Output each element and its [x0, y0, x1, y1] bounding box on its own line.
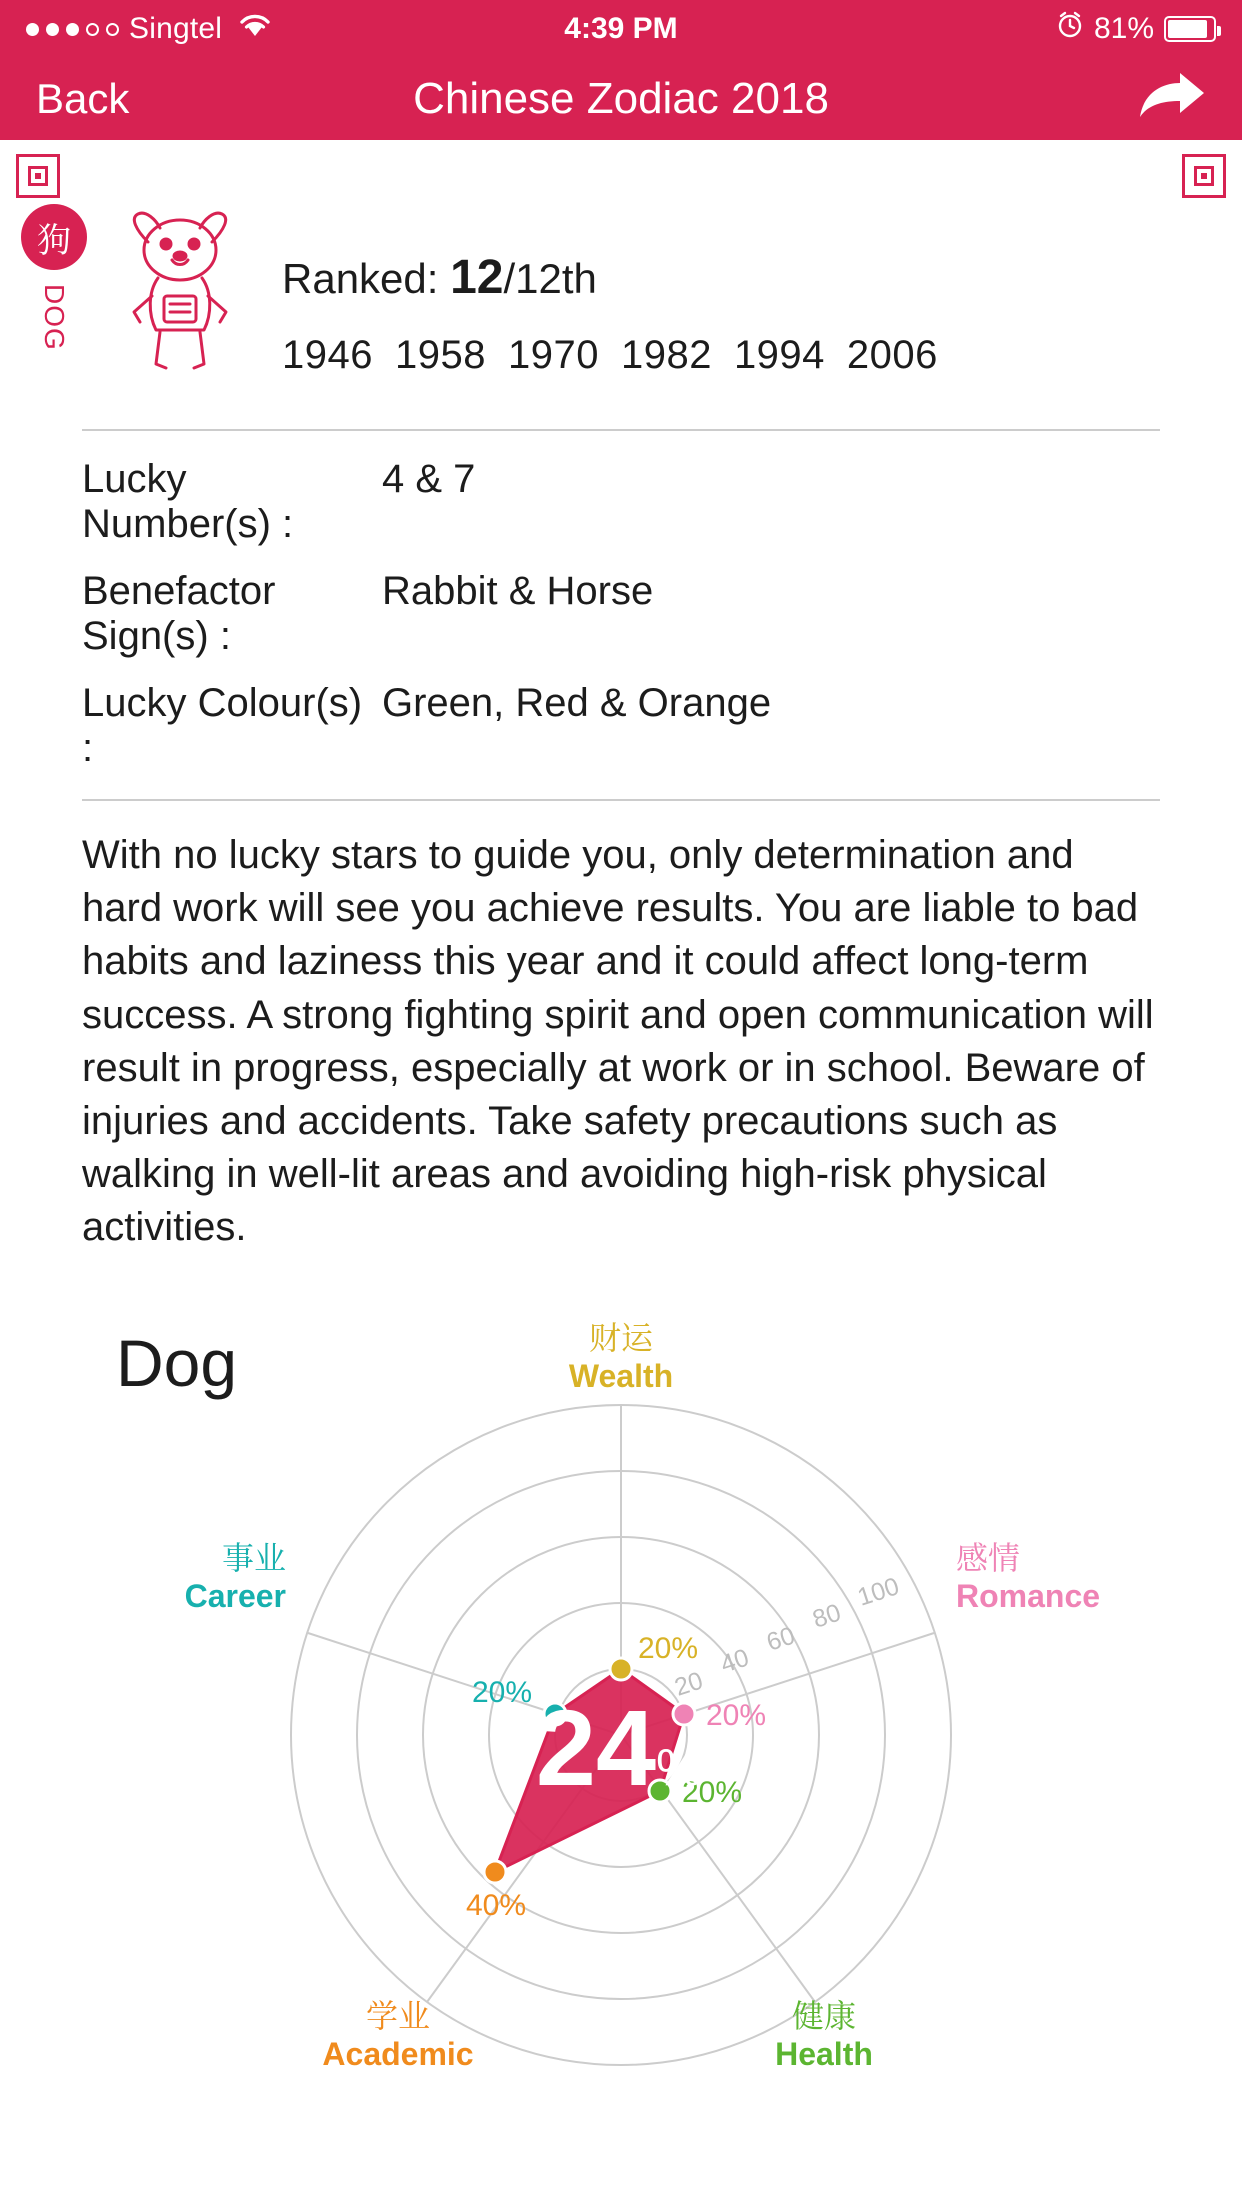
- radar-chart: [16, 1318, 1226, 2075]
- radar-value-wealth: 20%: [638, 1631, 699, 1665]
- center-unit: %: [656, 1738, 703, 1797]
- year-item: 1994: [733, 333, 825, 377]
- sign-badge-label: DOG: [39, 284, 70, 351]
- axis-label-health-zh: 健康: [791, 1996, 857, 2035]
- fact-label: Lucky Colour(s) :: [82, 681, 363, 770]
- center-value: 24: [535, 1686, 657, 1808]
- axis-label-romance-en: Romance: [956, 1577, 1101, 1614]
- sign-badge-column: [12, 204, 96, 351]
- axis-label-career-zh: 事业: [221, 1538, 286, 1577]
- fact-row: [82, 569, 1160, 659]
- fact-value: 4 & 7: [382, 457, 476, 501]
- page-title: Chinese Zodiac 2018: [413, 74, 829, 123]
- zodiac-card: [16, 154, 1226, 2194]
- year-item: 2006: [846, 333, 938, 377]
- status-bar-left: [26, 12, 272, 46]
- signal-strength-icon: [26, 23, 119, 36]
- ring-label: 60: [763, 1620, 799, 1657]
- axis-label-romance-zh: 感情: [956, 1538, 1021, 1577]
- chart-title: Dog: [116, 1325, 238, 1400]
- axis-label-academic-zh: 学业: [365, 1996, 431, 2035]
- year-item: 1970: [507, 333, 599, 377]
- radar-chart-section: [16, 1318, 1226, 2085]
- navigation-bar: [0, 58, 1242, 140]
- fact-label: Lucky Number(s) :: [82, 457, 294, 546]
- carrier-label: Singtel: [129, 12, 223, 45]
- battery-icon: [1164, 16, 1216, 42]
- ring-label: 100: [854, 1571, 903, 1612]
- sign-badge-character: 狗: [21, 204, 87, 270]
- back-button[interactable]: Back: [36, 75, 130, 122]
- fact-row: [82, 457, 1160, 547]
- wifi-icon: [238, 12, 272, 46]
- ring-label: 20: [671, 1665, 707, 1702]
- ring-label: 40: [717, 1642, 753, 1679]
- axis-label-academic-en: Academic: [322, 2035, 474, 2072]
- axis-label-health-en: Health: [775, 2035, 873, 2072]
- status-bar-clock: 4:39 PM: [564, 12, 678, 45]
- radar-value-romance: 20%: [706, 1698, 767, 1732]
- fact-value: Rabbit & Horse: [382, 569, 654, 613]
- dog-zodiac-illustration: [108, 196, 258, 401]
- fact-label: Benefactor Sign(s) :: [82, 569, 276, 658]
- year-item: 1946: [282, 333, 373, 377]
- radar-point-academic: [484, 1861, 506, 1883]
- status-bar-right: [1056, 11, 1216, 47]
- radar-value-health: 20%: [682, 1775, 743, 1809]
- year-item: 1958: [394, 333, 486, 377]
- radar-value-academic: 40%: [465, 1888, 527, 1922]
- fact-value: Green, Red & Orange: [382, 681, 772, 725]
- sign-header: [16, 154, 1226, 401]
- axis-label-career-en: Career: [184, 1577, 286, 1614]
- forecast-description: With no lucky stars to guide you, only determination and hard work will see you achieve results. You are liable to bad habits and laziness this year and it could affect long-term success. A strong fighting spirit and open communication will result in progress, especially at work or in school. Beware of injuries and accidents. Take safety precautions such as walking in well-lit areas and avoiding high-risk physical activities.: [82, 833, 1154, 1250]
- rank-number: 12: [450, 251, 504, 304]
- rank-line: [282, 250, 960, 305]
- radar-point-romance: [673, 1703, 695, 1725]
- radar-point-wealth: [610, 1658, 632, 1680]
- rank-prefix-label: Ranked:: [282, 255, 451, 302]
- zodiac-years-list: [282, 333, 960, 378]
- ring-label: 80: [809, 1597, 845, 1634]
- sign-header-text: [282, 204, 960, 378]
- rank-suffix-label: /12th: [503, 255, 597, 302]
- axis-label-wealth-zh: 财运: [588, 1318, 654, 1357]
- battery-percent-label: 81%: [1093, 12, 1154, 45]
- year-item: 1982: [620, 333, 712, 377]
- fact-row: [82, 681, 1160, 771]
- radar-ring-labels: [671, 1572, 902, 1702]
- radar-value-career: 20%: [471, 1675, 532, 1709]
- facts-list: [16, 431, 1226, 771]
- share-arrow-icon[interactable]: [1138, 71, 1206, 128]
- status-bar: [0, 0, 1242, 58]
- axis-label-wealth-en: Wealth: [568, 1357, 674, 1394]
- alarm-clock-icon: [1056, 11, 1084, 47]
